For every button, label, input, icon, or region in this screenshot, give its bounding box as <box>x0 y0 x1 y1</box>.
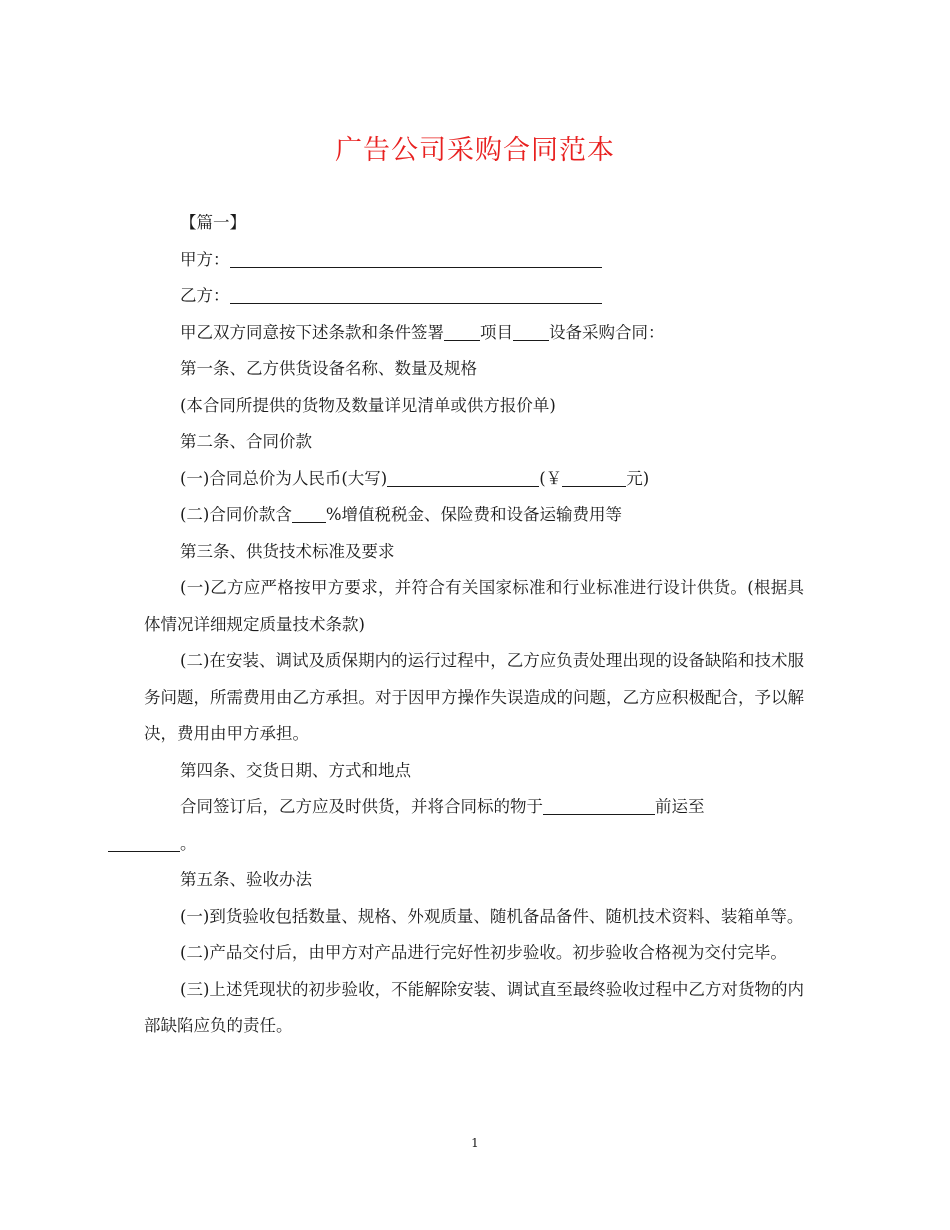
article-3-clause-1: (一)乙方应严格按甲方要求，并符合有关国家标准和行业标准进行设计供货。(根据具体情况详细规定质量技术条款) <box>144 578 804 634</box>
article-2-title: 第二条、合同价款 <box>180 432 312 451</box>
article-5-title: 第五条、验收办法 <box>180 870 312 889</box>
article-3-title: 第三条、供货技术标准及要求 <box>180 541 395 561</box>
delivery-date-blank <box>543 798 655 816</box>
party-a-line <box>144 242 804 279</box>
intro-text-1: 甲乙双方同意按下述条款和条件签署 <box>180 322 444 342</box>
intro-paragraph <box>144 315 804 352</box>
article-4-clause-1 <box>144 789 804 862</box>
document-title: 广告公司采购合同范本 <box>335 135 615 166</box>
tax-label: (二)合同价款含 <box>180 505 292 524</box>
article-3-clause-2: (二)在安装、调试及质保期内的运行过程中，乙方应负责处理出现的设备缺陷和技术服务问题，所需费用由乙方承担。对于因甲方操作失误造成的问题，乙方应积极配合，予以解决，费用由甲方承担。 <box>144 651 804 743</box>
price-yuan-close: 元) <box>626 468 650 488</box>
price-number-blank <box>562 469 626 487</box>
tax-text: %增值税税金、保险费和设备运输费用等 <box>325 505 623 524</box>
article-1-note: (本合同所提供的货物及数量详见清单或供方报价单) <box>180 395 556 415</box>
party-a-label: 甲方： <box>180 249 230 269</box>
article-2-clause-1 <box>144 461 804 498</box>
price-words-blank <box>387 469 539 487</box>
party-a-blank <box>230 250 602 268</box>
equipment-blank <box>513 323 549 341</box>
party-b-label: 乙方： <box>180 286 230 305</box>
article-4-title: 第四条、交货日期、方式和地点 <box>180 760 411 780</box>
article-1-title: 第一条、乙方供货设备名称、数量及规格 <box>180 359 477 378</box>
party-b-line <box>144 278 804 315</box>
delivery-text: 合同签订后，乙方应及时供货，并将合同标的物于 <box>180 797 543 816</box>
article-2-clause-2 <box>144 497 804 534</box>
intro-text-2: 项目 <box>480 322 513 342</box>
document-body <box>144 205 804 1045</box>
party-b-blank <box>230 287 602 305</box>
article-5-clause-2: (二)产品交付后，由甲方对产品进行完好性初步验收。初步验收合格视为交付完毕。 <box>180 943 787 962</box>
tax-rate-blank <box>292 506 326 524</box>
section-label: 【篇一】 <box>180 213 246 232</box>
price-yuan-open: (￥ <box>539 468 563 488</box>
delivery-period: 。 <box>180 833 197 853</box>
price-label: (一)合同总价为人民币(大写) <box>180 468 388 488</box>
article-5-clause-1: (一)到货验收包括数量、规格、外观质量、随机备品备件、随机技术资料、装箱单等。 <box>180 906 804 926</box>
delivery-to-text: 前运至 <box>655 797 705 816</box>
article-5-clause-3: (三)上述凭现状的初步验收，不能解除安装、调试直至最终验收过程中乙方对货物的内部缺陷应负的责任。 <box>144 979 804 1035</box>
page-number: 1 <box>471 1136 479 1150</box>
project-blank <box>444 323 480 341</box>
intro-text-3: 设备采购合同： <box>549 322 665 342</box>
delivery-place-blank <box>108 834 180 852</box>
